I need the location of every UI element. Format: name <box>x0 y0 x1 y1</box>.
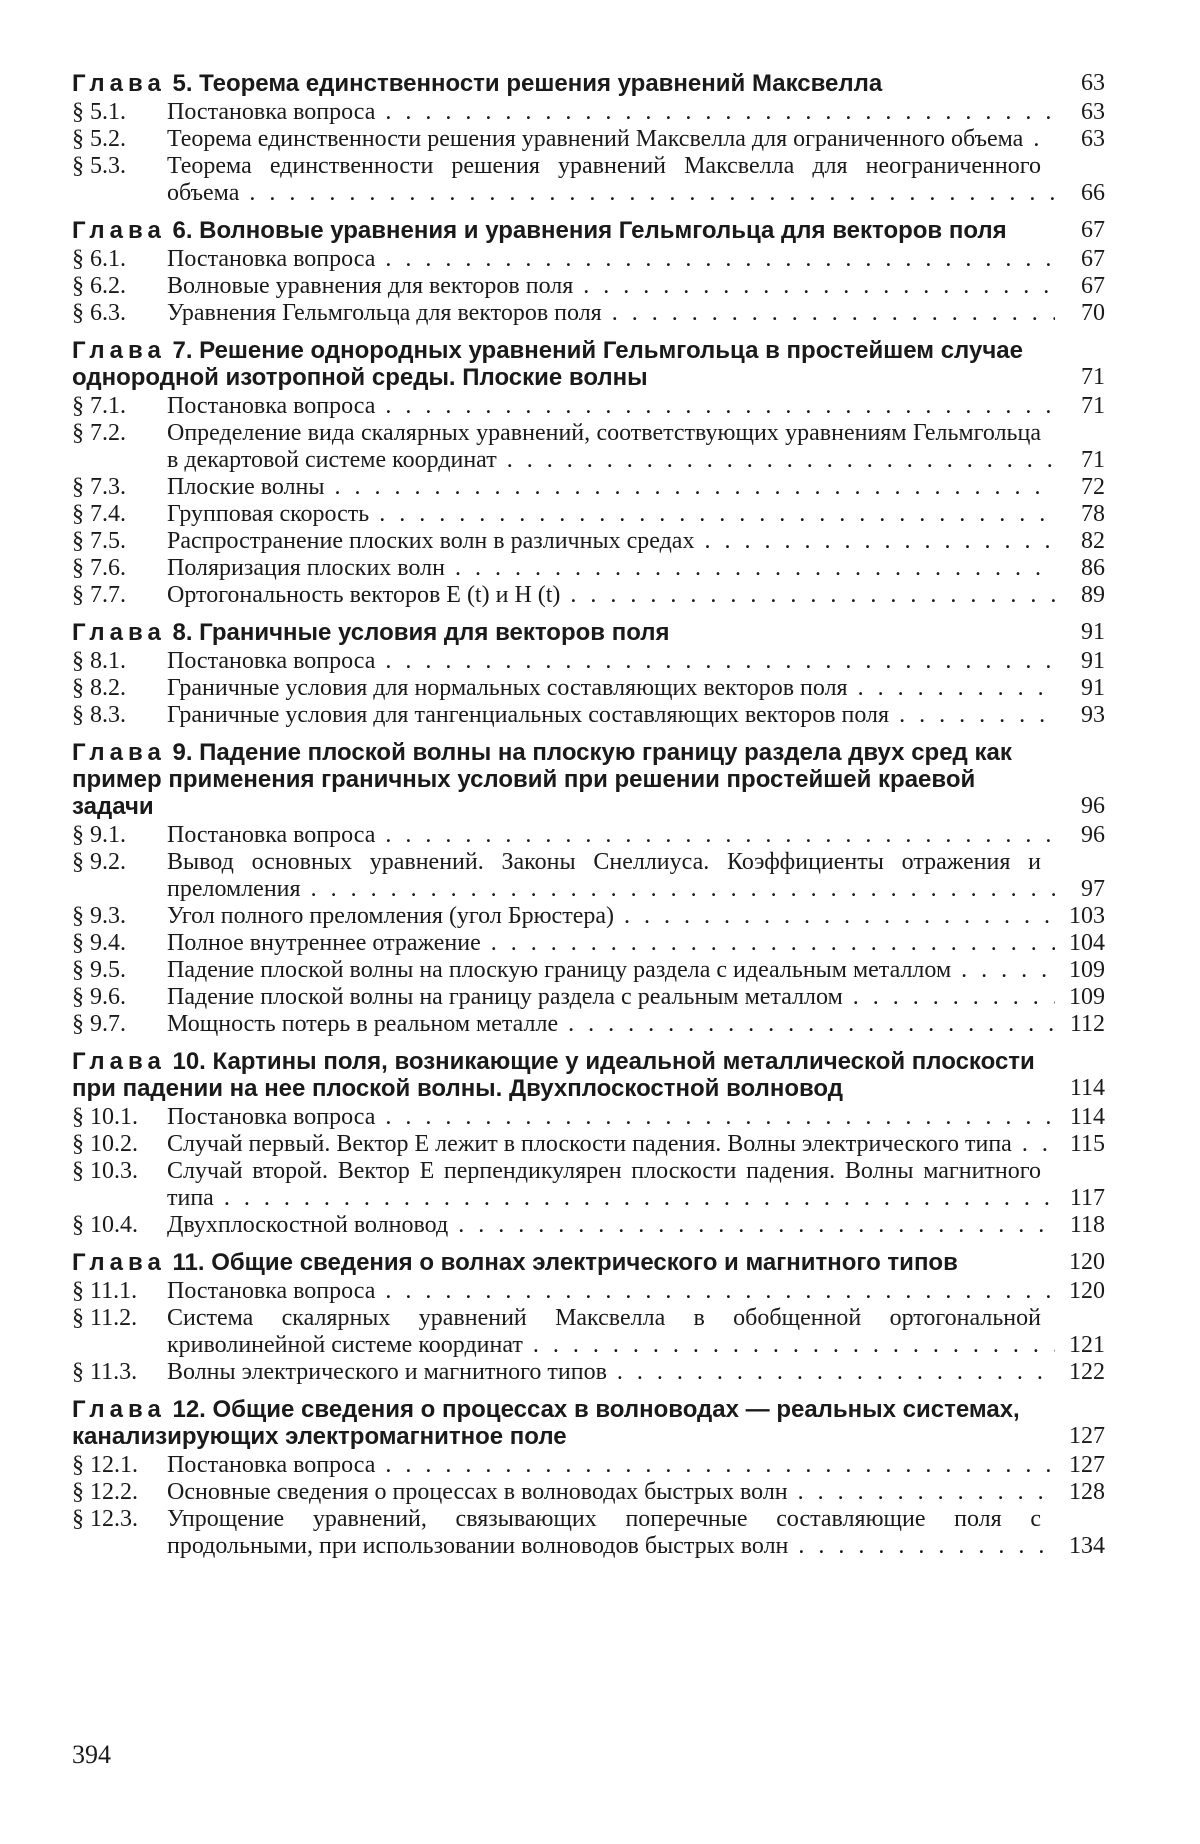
section-entry <box>72 153 1105 207</box>
section-page-number: 86 <box>1081 555 1105 581</box>
section-entry <box>72 246 1105 273</box>
section-number: § 12.3. <box>72 1506 138 1532</box>
section-number: § 5.1. <box>72 99 126 125</box>
section-title <box>167 648 1055 675</box>
chapter-block <box>72 337 1105 609</box>
section-title-text: Граничные условия для тангенциальных составляющих векторов поля <box>167 702 893 728</box>
section-page-number: 91 <box>1081 675 1105 701</box>
section-title <box>167 957 1055 984</box>
section-page-number: 134 <box>1069 1533 1105 1559</box>
section-title <box>167 582 1055 609</box>
section-page-number: 127 <box>1069 1452 1105 1478</box>
chapter-page-number: 96 <box>1081 793 1105 819</box>
chapter-page-number: 120 <box>1069 1249 1105 1275</box>
section-number: § 9.4. <box>72 930 126 956</box>
section-title <box>167 1011 1055 1038</box>
section-page-number: 71 <box>1081 447 1105 473</box>
section-number: § 7.5. <box>72 528 126 554</box>
section-page-number: 70 <box>1081 300 1105 326</box>
chapter-heading-text <box>72 337 1055 391</box>
section-entry <box>72 1305 1105 1359</box>
section-title <box>167 1158 1055 1212</box>
section-entry <box>72 528 1105 555</box>
section-entry <box>72 903 1105 930</box>
section-title-text: Постановка вопроса <box>167 1452 379 1478</box>
section-entry <box>72 849 1105 903</box>
section-title-text: Постановка вопроса <box>167 1278 379 1304</box>
section-title <box>167 153 1055 207</box>
section-title <box>167 849 1055 903</box>
section-number: § 8.3. <box>72 702 126 728</box>
section-page-number: 63 <box>1081 99 1105 125</box>
section-page-number: 91 <box>1081 648 1105 674</box>
section-number: § 7.4. <box>72 501 126 527</box>
section-title <box>167 1104 1055 1131</box>
chapter-number: 5. <box>172 70 193 97</box>
section-page-number: 121 <box>1069 1332 1105 1358</box>
chapter-heading-text <box>72 217 1055 244</box>
page-number: 394 <box>72 1740 111 1769</box>
section-entry <box>72 393 1105 420</box>
chapter-page-number: 67 <box>1081 217 1105 243</box>
section-page-number: 71 <box>1081 393 1105 419</box>
section-title-text: Теорема единственности решения уравнений Максвелла для неограниченного объема <box>167 153 1041 206</box>
section-page-number: 109 <box>1069 984 1105 1010</box>
section-title-text: Теорема единственности решения уравнений Максвелла для ограниченного объема <box>167 126 1027 152</box>
section-entry <box>72 1452 1105 1479</box>
chapter-heading <box>72 217 1105 244</box>
chapter-page-number: 63 <box>1081 70 1105 96</box>
section-number: § 7.3. <box>72 474 126 500</box>
section-title <box>167 1479 1055 1506</box>
chapter-heading <box>72 619 1105 646</box>
section-page-number: 120 <box>1069 1278 1105 1304</box>
section-entry <box>72 957 1105 984</box>
section-title <box>167 930 1055 957</box>
section-number: § 6.2. <box>72 273 126 299</box>
section-entry <box>72 930 1105 957</box>
section-title <box>167 393 1055 420</box>
section-title <box>167 474 1055 501</box>
chapter-number: 11. <box>172 1249 205 1276</box>
section-title-text: Упрощение уравнений, связывающих поперечные составляющие поля с продольными, при использовании волноводов быстрых волн <box>167 1506 1041 1559</box>
section-number: § 9.6. <box>72 984 126 1010</box>
section-title <box>167 555 1055 582</box>
chapter-block <box>72 70 1105 207</box>
chapter-title: Картины поля, возникающие у идеальной металлической плоскости при падении на нее плоской волны. Двухплоскостной волновод <box>72 1048 1035 1102</box>
chapter-page-number: 114 <box>1069 1075 1105 1101</box>
section-title-text: Поляризация плоских волн <box>167 555 449 581</box>
section-title <box>167 702 1055 729</box>
chapter-block <box>72 619 1105 729</box>
section-title-text: Двухплоскостной волновод <box>167 1212 452 1238</box>
section-entry <box>72 273 1105 300</box>
section-entry <box>72 474 1105 501</box>
section-title-text: Постановка вопроса <box>167 99 379 125</box>
chapter-title: Волновые уравнения и уравнения Гельмгольца для векторов поля <box>199 217 1007 244</box>
section-title <box>167 1305 1055 1359</box>
section-title-text: Падение плоской волны на границу раздела с реальным металлом <box>167 984 847 1010</box>
section-number: § 12.2. <box>72 1479 138 1505</box>
section-entry <box>72 300 1105 327</box>
section-title-text: Основные сведения о процессах в волноводах быстрых волн <box>167 1479 792 1505</box>
section-title-text: Постановка вопроса <box>167 822 379 848</box>
chapter-word: Глава <box>72 337 166 364</box>
section-entry <box>72 1158 1105 1212</box>
section-page-number: 72 <box>1081 474 1105 500</box>
section-entry <box>72 648 1105 675</box>
section-title <box>167 1506 1055 1560</box>
chapter-block <box>72 1396 1105 1560</box>
section-title <box>167 501 1055 528</box>
section-page-number: 82 <box>1081 528 1105 554</box>
chapter-block <box>72 217 1105 327</box>
chapter-heading <box>72 1249 1105 1276</box>
section-title <box>167 300 1055 327</box>
section-title-text: Граничные условия для нормальных составляющих векторов поля <box>167 675 852 701</box>
section-number: § 7.2. <box>72 420 126 446</box>
section-number: § 7.1. <box>72 393 126 419</box>
section-number: § 10.3. <box>72 1158 138 1184</box>
chapter-heading-text <box>72 1048 1055 1102</box>
section-number: § 7.7. <box>72 582 126 608</box>
section-title <box>167 1278 1055 1305</box>
section-page-number: 103 <box>1069 903 1105 929</box>
section-title <box>167 246 1055 273</box>
section-number: § 5.3. <box>72 153 126 179</box>
section-title-text: Групповая скорость <box>167 501 373 527</box>
section-number: § 9.7. <box>72 1011 126 1037</box>
section-title-text: Плоские волны <box>167 474 329 500</box>
section-entry <box>72 1212 1105 1239</box>
section-title <box>167 99 1055 126</box>
chapter-word: Глава <box>72 1396 166 1423</box>
chapter-heading-text <box>72 619 1055 646</box>
chapter-title: Падение плоской волны на плоскую границу раздела двух сред как пример применения граничных условий при решении простейшей краевой задачи <box>72 739 1012 820</box>
section-title <box>167 1359 1055 1386</box>
section-number: § 6.1. <box>72 246 126 272</box>
section-page-number: 78 <box>1081 501 1105 527</box>
section-entry <box>72 1359 1105 1386</box>
section-number: § 10.2. <box>72 1131 138 1157</box>
section-number: § 12.1. <box>72 1452 138 1478</box>
chapter-number: 8. <box>172 619 193 646</box>
chapter-number: 10. <box>172 1048 206 1075</box>
section-page-number: 67 <box>1081 273 1105 299</box>
section-entry <box>72 1131 1105 1158</box>
chapter-title: Общие сведения о процессах в волноводах — реальных системах, канализирующих электромагнитное поле <box>72 1396 1020 1450</box>
chapter-number: 7. <box>172 337 193 364</box>
section-page-number: 96 <box>1081 822 1105 848</box>
section-title-text: Постановка вопроса <box>167 1104 379 1130</box>
chapter-heading <box>72 739 1105 820</box>
section-title <box>167 903 1055 930</box>
section-title-text: Вывод основных уравнений. Законы Снеллиуса. Коэффициенты отражения и преломления <box>167 849 1041 902</box>
chapter-heading-text <box>72 739 1055 820</box>
chapter-block <box>72 1249 1105 1386</box>
section-page-number: 112 <box>1069 1011 1105 1037</box>
section-entry <box>72 1278 1105 1305</box>
section-title-text: Мощность потерь в реальном металле <box>167 1011 562 1037</box>
section-page-number: 117 <box>1069 1185 1105 1211</box>
section-title <box>167 1452 1055 1479</box>
table-of-contents <box>72 70 1105 1560</box>
section-page-number: 122 <box>1069 1359 1105 1385</box>
section-page-number: 115 <box>1069 1131 1105 1157</box>
section-title-text: Случай первый. Вектор E лежит в плоскости падения. Волны электрического типа <box>167 1131 1016 1157</box>
chapter-word: Глава <box>72 70 166 97</box>
chapter-page-number: 127 <box>1069 1423 1105 1449</box>
chapter-word: Глава <box>72 739 166 766</box>
chapter-heading <box>72 337 1105 391</box>
section-page-number: 109 <box>1069 957 1105 983</box>
section-title <box>167 1212 1055 1239</box>
section-entry <box>72 555 1105 582</box>
section-title-text: Полное внутреннее отражение <box>167 930 485 956</box>
section-page-number: 63 <box>1081 126 1105 152</box>
section-title-text: Система скалярных уравнений Максвелла в обобщенной ортогональной криволинейной системе координат <box>167 1305 1041 1358</box>
section-title <box>167 420 1055 474</box>
chapter-number: 12. <box>172 1396 206 1423</box>
chapter-word: Глава <box>72 1249 166 1276</box>
section-title-text: Случай второй. Вектор E перпендикулярен плоскости падения. Волны магнитного типа <box>167 1158 1041 1211</box>
section-title-text: Падение плоской волны на плоскую границу раздела с идеальным металлом <box>167 957 955 983</box>
chapter-heading-text <box>72 1396 1055 1450</box>
section-number: § 11.3. <box>72 1359 138 1385</box>
section-number: § 9.3. <box>72 903 126 929</box>
section-entry <box>72 675 1105 702</box>
chapter-title: Общие сведения о волнах электрического и магнитного типов <box>211 1249 958 1276</box>
section-entry <box>72 126 1105 153</box>
chapter-heading <box>72 1396 1105 1450</box>
section-number: § 8.2. <box>72 675 126 701</box>
section-title <box>167 1131 1055 1158</box>
section-entry <box>72 1506 1105 1560</box>
chapter-number: 6. <box>172 217 193 244</box>
chapter-heading <box>72 1048 1105 1102</box>
section-entry <box>72 702 1105 729</box>
section-number: § 9.5. <box>72 957 126 983</box>
chapter-word: Глава <box>72 217 166 244</box>
section-number: § 6.3. <box>72 300 126 326</box>
chapter-title: Теорема единственности решения уравнений Максвелла <box>199 70 883 97</box>
chapter-block <box>72 739 1105 1038</box>
section-entry <box>72 1104 1105 1131</box>
section-title-text: Определение вида скалярных уравнений, соответствующих уравнениям Гельмгольца в декартовой системе координат <box>167 420 1041 473</box>
chapter-page-number: 71 <box>1081 364 1105 390</box>
chapter-page-number: 91 <box>1081 619 1105 645</box>
section-title <box>167 675 1055 702</box>
section-page-number: 89 <box>1081 582 1105 608</box>
section-number: § 5.2. <box>72 126 126 152</box>
section-entry <box>72 984 1105 1011</box>
section-entry <box>72 1011 1105 1038</box>
chapter-number: 9. <box>172 739 193 766</box>
section-page-number: 128 <box>1069 1479 1105 1505</box>
section-entry <box>72 501 1105 528</box>
section-number: § 9.1. <box>72 822 126 848</box>
section-page-number: 114 <box>1069 1104 1105 1130</box>
section-page-number: 97 <box>1081 876 1105 902</box>
section-title-text: Постановка вопроса <box>167 246 379 272</box>
section-page-number: 66 <box>1081 180 1105 206</box>
section-title-text: Угол полного преломления (угол Брюстера) <box>167 903 618 929</box>
section-title <box>167 528 1055 555</box>
section-title-text: Ортогональность векторов E (t) и H (t) <box>167 582 564 608</box>
section-page-number: 93 <box>1081 702 1105 728</box>
section-number: § 9.2. <box>72 849 126 875</box>
section-number: § 10.4. <box>72 1212 138 1238</box>
section-title-text: Волны электрического и магнитного типов <box>167 1359 611 1385</box>
section-page-number: 67 <box>1081 246 1105 272</box>
section-page-number: 118 <box>1069 1212 1105 1238</box>
section-entry <box>72 99 1105 126</box>
section-entry <box>72 822 1105 849</box>
section-entry <box>72 1479 1105 1506</box>
section-number: § 10.1. <box>72 1104 138 1130</box>
chapter-word: Глава <box>72 619 166 646</box>
section-number: § 11.2. <box>72 1305 138 1331</box>
chapter-title: Решение однородных уравнений Гельмгольца в простейшем случае однородной изотропной среды. Плоские волны <box>72 337 1023 391</box>
section-title-text: Уравнения Гельмгольца для векторов поля <box>167 300 606 326</box>
section-title-text: Постановка вопроса <box>167 393 379 419</box>
chapter-title: Граничные условия для векторов поля <box>199 619 670 646</box>
section-title <box>167 984 1055 1011</box>
section-number: § 11.1. <box>72 1278 138 1304</box>
chapter-heading-text <box>72 70 1055 97</box>
chapter-word: Глава <box>72 1048 166 1075</box>
chapter-block <box>72 1048 1105 1239</box>
section-title-text: Распространение плоских волн в различных средах <box>167 528 698 554</box>
chapter-heading-text <box>72 1249 1055 1276</box>
section-entry <box>72 582 1105 609</box>
section-entry <box>72 420 1105 474</box>
section-title <box>167 126 1055 153</box>
chapter-heading <box>72 70 1105 97</box>
section-title <box>167 822 1055 849</box>
section-title-text: Волновые уравнения для векторов поля <box>167 273 577 299</box>
section-number: § 7.6. <box>72 555 126 581</box>
section-title <box>167 273 1055 300</box>
section-title-text: Постановка вопроса <box>167 648 379 674</box>
section-number: § 8.1. <box>72 648 126 674</box>
section-page-number: 104 <box>1069 930 1105 956</box>
